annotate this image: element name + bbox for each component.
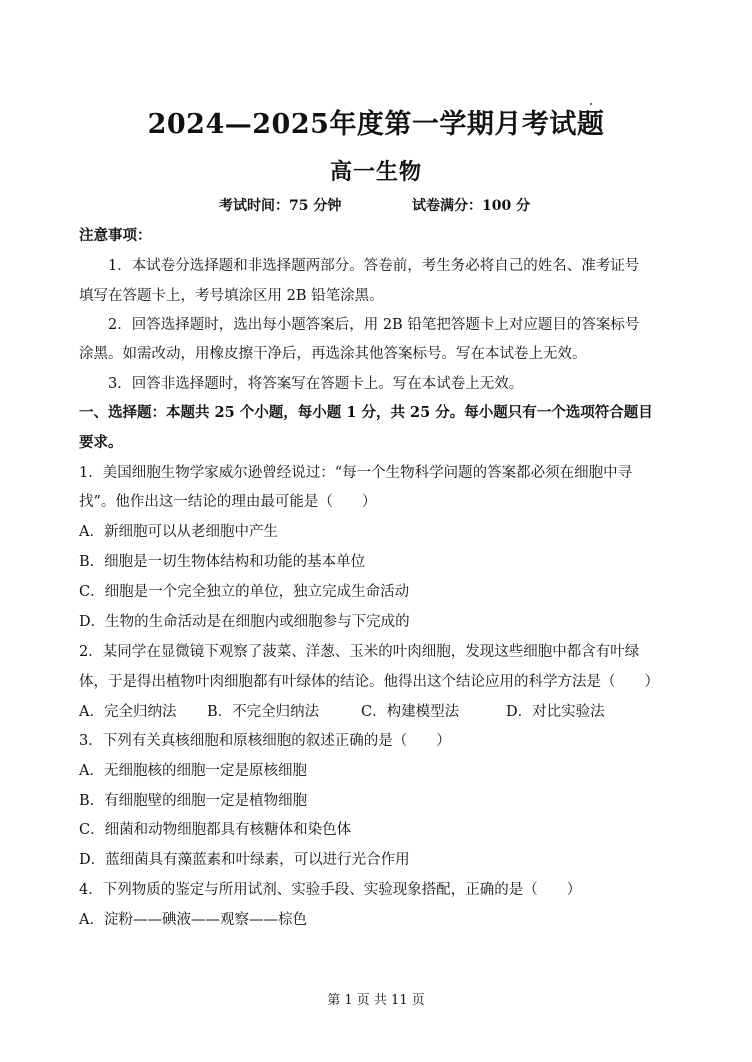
question-2-option-a: A．完全归纳法 <box>79 704 177 720</box>
question-3-stem: 3．下列有关真核细胞和原核细胞的叙述正确的是（ ） <box>79 733 451 749</box>
section-1-heading-line-2: 要求。 <box>79 434 123 451</box>
question-1-stem-line-1: 1．美国细胞生物学家威尔逊曾经说过：“每一个生物科学问题的答案都必须在细胞中寻 <box>79 465 633 481</box>
question-2-stem-line-2: 体，于是得出植物叶肉细胞都有叶绿体的结论。他得出这个结论应用的科学方法是（ ） <box>79 674 659 690</box>
section-1-heading-line-1: 一、选择题：本题共 25 个小题，每小题 1 分，共 25 分。每小题只有一个选项符合题目 <box>79 404 653 421</box>
question-1-option-c: C．细胞是一个完全独立的单位，独立完成生命活动 <box>79 584 410 600</box>
exam-time: 考试时间：75 分钟 <box>219 198 342 214</box>
exam-title: 2024—2025年度第一学期月考试题 <box>147 109 605 140</box>
question-1-option-a: A．新细胞可以从老细胞中产生 <box>79 524 278 540</box>
notice-item-3: 3．回答非选择题时，将答案写在答题卡上。写在本试卷上无效。 <box>108 376 524 392</box>
question-3-option-d: D．蓝细菌具有藻蓝素和叶绿素，可以进行光合作用 <box>79 852 410 868</box>
question-4-stem: 4．下列物质的鉴定与所用试剂、实验手段、实验现象搭配，正确的是（ ） <box>79 882 582 898</box>
question-3-option-b: B．有细胞壁的细胞一定是植物细胞 <box>79 793 308 809</box>
question-1-stem-line-2: 找”。他作出这一结论的理由最可能是（ ） <box>79 494 377 510</box>
notice-item-1-line-1: 1．本试卷分选择题和非选择题两部分。答卷前，考生务必将自己的姓名、准考证号 <box>108 258 640 274</box>
question-2-option-c: C．构建模型法 <box>361 704 460 720</box>
question-2-option-d: D．对比实验法 <box>506 704 605 720</box>
full-score: 试卷满分：100 分 <box>412 198 531 214</box>
question-3-option-a: A．无细胞核的细胞一定是原核细胞 <box>79 763 307 779</box>
question-4-option-a: A．淀粉——碘液——观察——棕色 <box>79 912 307 928</box>
notice-item-2-line-1: 2．回答选择题时，选出每小题答案后，用 2B 铅笔把答题卡上对应题目的答案标号 <box>108 317 640 333</box>
question-1-option-d: D．生物的生命活动是在细胞内或细胞参与下完成的 <box>79 614 410 630</box>
question-1-option-b: B．细胞是一切生物体结构和功能的基本单位 <box>79 554 366 570</box>
notice-item-1-line-2: 填写在答题卡上，考号填涂区用 2B 铅笔涂黑。 <box>79 288 384 304</box>
page-footer: 第 1 页 共 11 页 <box>327 993 425 1008</box>
question-2-stem-line-1: 2．某同学在显微镜下观察了菠菜、洋葱、玉米的叶肉细胞，发现这些细胞中都含有叶绿 <box>79 644 640 660</box>
question-3-option-c: C．细菌和动物细胞都具有核糖体和染色体 <box>79 822 352 838</box>
notice-heading: 注意事项： <box>79 227 152 244</box>
question-2-option-b: B．不完全归纳法 <box>207 704 320 720</box>
exam-subject: 高一生物 <box>329 159 422 185</box>
notice-item-2-line-2: 涂黑。如需改动，用橡皮擦干净后，再选涂其他答案标号。写在本试卷上无效。 <box>79 346 587 362</box>
